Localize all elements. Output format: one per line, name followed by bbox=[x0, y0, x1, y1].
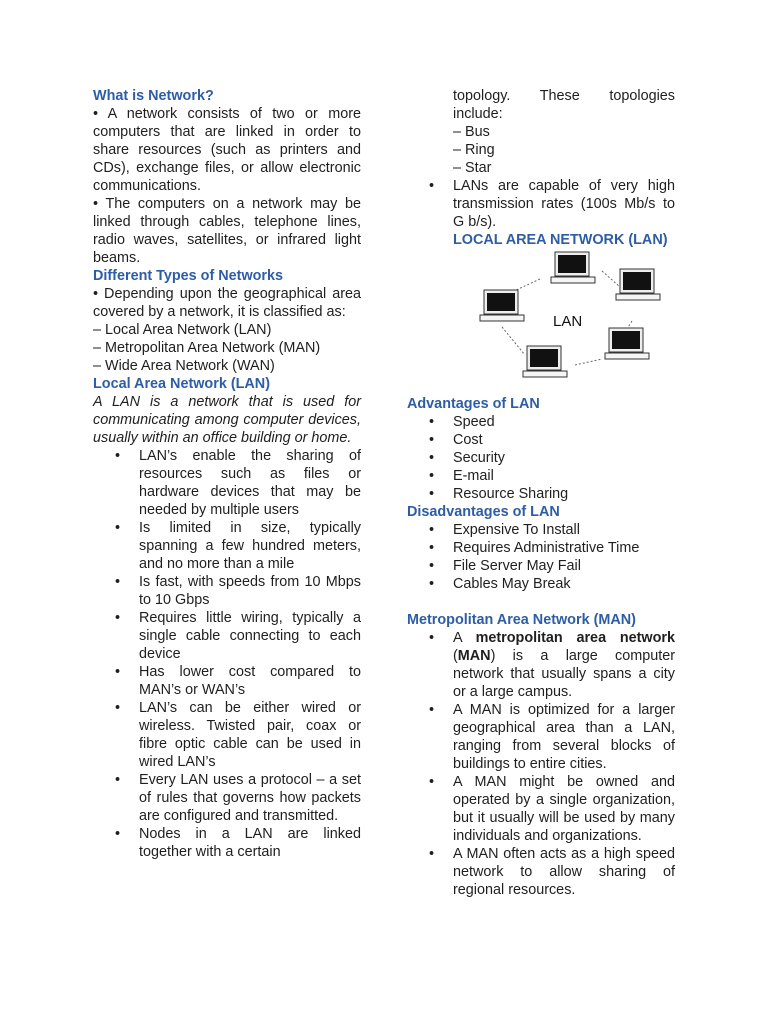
list-item: • Requires little wiring, typically a single cable connecting to each device bbox=[139, 609, 361, 663]
computer-icon bbox=[551, 252, 595, 283]
list-item: • E-mail bbox=[453, 467, 675, 485]
list-item: • Security bbox=[453, 449, 675, 467]
list-item: • Nodes in a LAN are linked together with a certain bbox=[139, 825, 361, 861]
spacer bbox=[407, 593, 675, 611]
disadvantages-list bbox=[407, 521, 675, 593]
list-item: • Resource Sharing bbox=[453, 485, 675, 503]
list-item: • Cables May Break bbox=[453, 575, 675, 593]
man-text: A bbox=[453, 630, 476, 646]
advantages-heading: Advantages of LAN bbox=[407, 396, 540, 412]
list-item: • LAN’s enable the sharing of resources such as files or hardware devices that may be needed by multiple users bbox=[139, 447, 361, 519]
lan-definition: A LAN is a network that is used for communicating among computer devices, usually within an office building or home. bbox=[93, 394, 361, 446]
network-type-item: – Metropolitan Area Network (MAN) bbox=[93, 340, 321, 356]
network-type-item: – Wide Area Network (WAN) bbox=[93, 358, 275, 374]
list-item: • File Server May Fail bbox=[453, 557, 675, 575]
list-item: • Is fast, with speeds from 10 Mbps to 10 Gbps bbox=[139, 573, 361, 609]
list-item: • Is limited in size, typically spanning a few hundred meters, and no more than a mile bbox=[139, 519, 361, 573]
disadvantages-heading: Disadvantages of LAN bbox=[407, 504, 560, 520]
lan-diagram bbox=[407, 249, 675, 395]
lan-diagram-label: LAN bbox=[553, 313, 583, 330]
lan-rate-list bbox=[407, 177, 675, 231]
man-text: ) is a large computer network that usually spans a city or a large campus. bbox=[453, 648, 675, 700]
man-term: metropolitan area network bbox=[475, 630, 675, 646]
list-item: • Cost bbox=[453, 431, 675, 449]
man-text: ( bbox=[453, 648, 458, 664]
list-item: • LAN’s can be either wired or wireless. Twisted pair, coax or fibre optic cable can be used in wired LAN’s bbox=[139, 699, 361, 771]
what-is-network-paragraph-2: • The computers on a network may be linked through cables, telephone lines, radio waves, satellites, or infrared light beams. bbox=[93, 196, 361, 266]
list-item: • Every LAN uses a protocol – a set of rules that governs how packets are configured and transmitted. bbox=[139, 771, 361, 825]
advantages-list bbox=[407, 413, 675, 503]
what-is-network-paragraph-1: • A network consists of two or more computers that are linked in order to share resources (such as printers and CDs), exchange files, or allow electronic communications. bbox=[93, 106, 361, 194]
list-item bbox=[453, 629, 675, 701]
computer-icon bbox=[480, 290, 524, 321]
man-heading: Metropolitan Area Network (MAN) bbox=[407, 612, 636, 628]
lan-features-list bbox=[93, 447, 361, 861]
left-column bbox=[93, 87, 361, 861]
lan-diagram-heading: LOCAL AREA NETWORK (LAN) bbox=[453, 232, 668, 248]
network-types-heading: Different Types of Networks bbox=[93, 268, 284, 284]
list-item: • A MAN is optimized for a larger geographical area than a LAN, ranging from several blocks of buildings to entire cities. bbox=[453, 701, 675, 773]
what-is-network-heading: What is Network? bbox=[93, 88, 214, 104]
list-item: • LANs are capable of very high transmission rates (100s Mb/s to G b/s). bbox=[453, 177, 675, 231]
lan-diagram-figure bbox=[467, 249, 667, 393]
computer-icon bbox=[605, 328, 649, 359]
network-type-item: – Local Area Network (LAN) bbox=[93, 322, 272, 338]
topology-item: – Bus bbox=[453, 124, 490, 140]
list-item: • Speed bbox=[453, 413, 675, 431]
computer-icon bbox=[523, 346, 567, 377]
man-list bbox=[407, 629, 675, 899]
list-item: • A MAN might be owned and operated by a single organization, but it usually will be used by many individuals and organizations. bbox=[453, 773, 675, 845]
topology-paragraph: topology. These topologies include: bbox=[453, 88, 675, 122]
topology-item: – Star bbox=[453, 160, 492, 176]
lan-heading: Local Area Network (LAN) bbox=[93, 376, 270, 392]
computer-icon bbox=[616, 269, 660, 300]
man-abbr: MAN bbox=[457, 648, 491, 664]
right-column bbox=[407, 87, 675, 899]
network-types-paragraph: • Depending upon the geographical area covered by a network, it is classified as: bbox=[93, 286, 361, 320]
list-item: • Requires Administrative Time bbox=[453, 539, 675, 557]
list-item: • A MAN often acts as a high speed network to allow sharing of regional resources. bbox=[453, 845, 675, 899]
list-item: • Has lower cost compared to MAN’s or WAN’s bbox=[139, 663, 361, 699]
list-item: • Expensive To Install bbox=[453, 521, 675, 539]
topology-item: – Ring bbox=[453, 142, 495, 158]
